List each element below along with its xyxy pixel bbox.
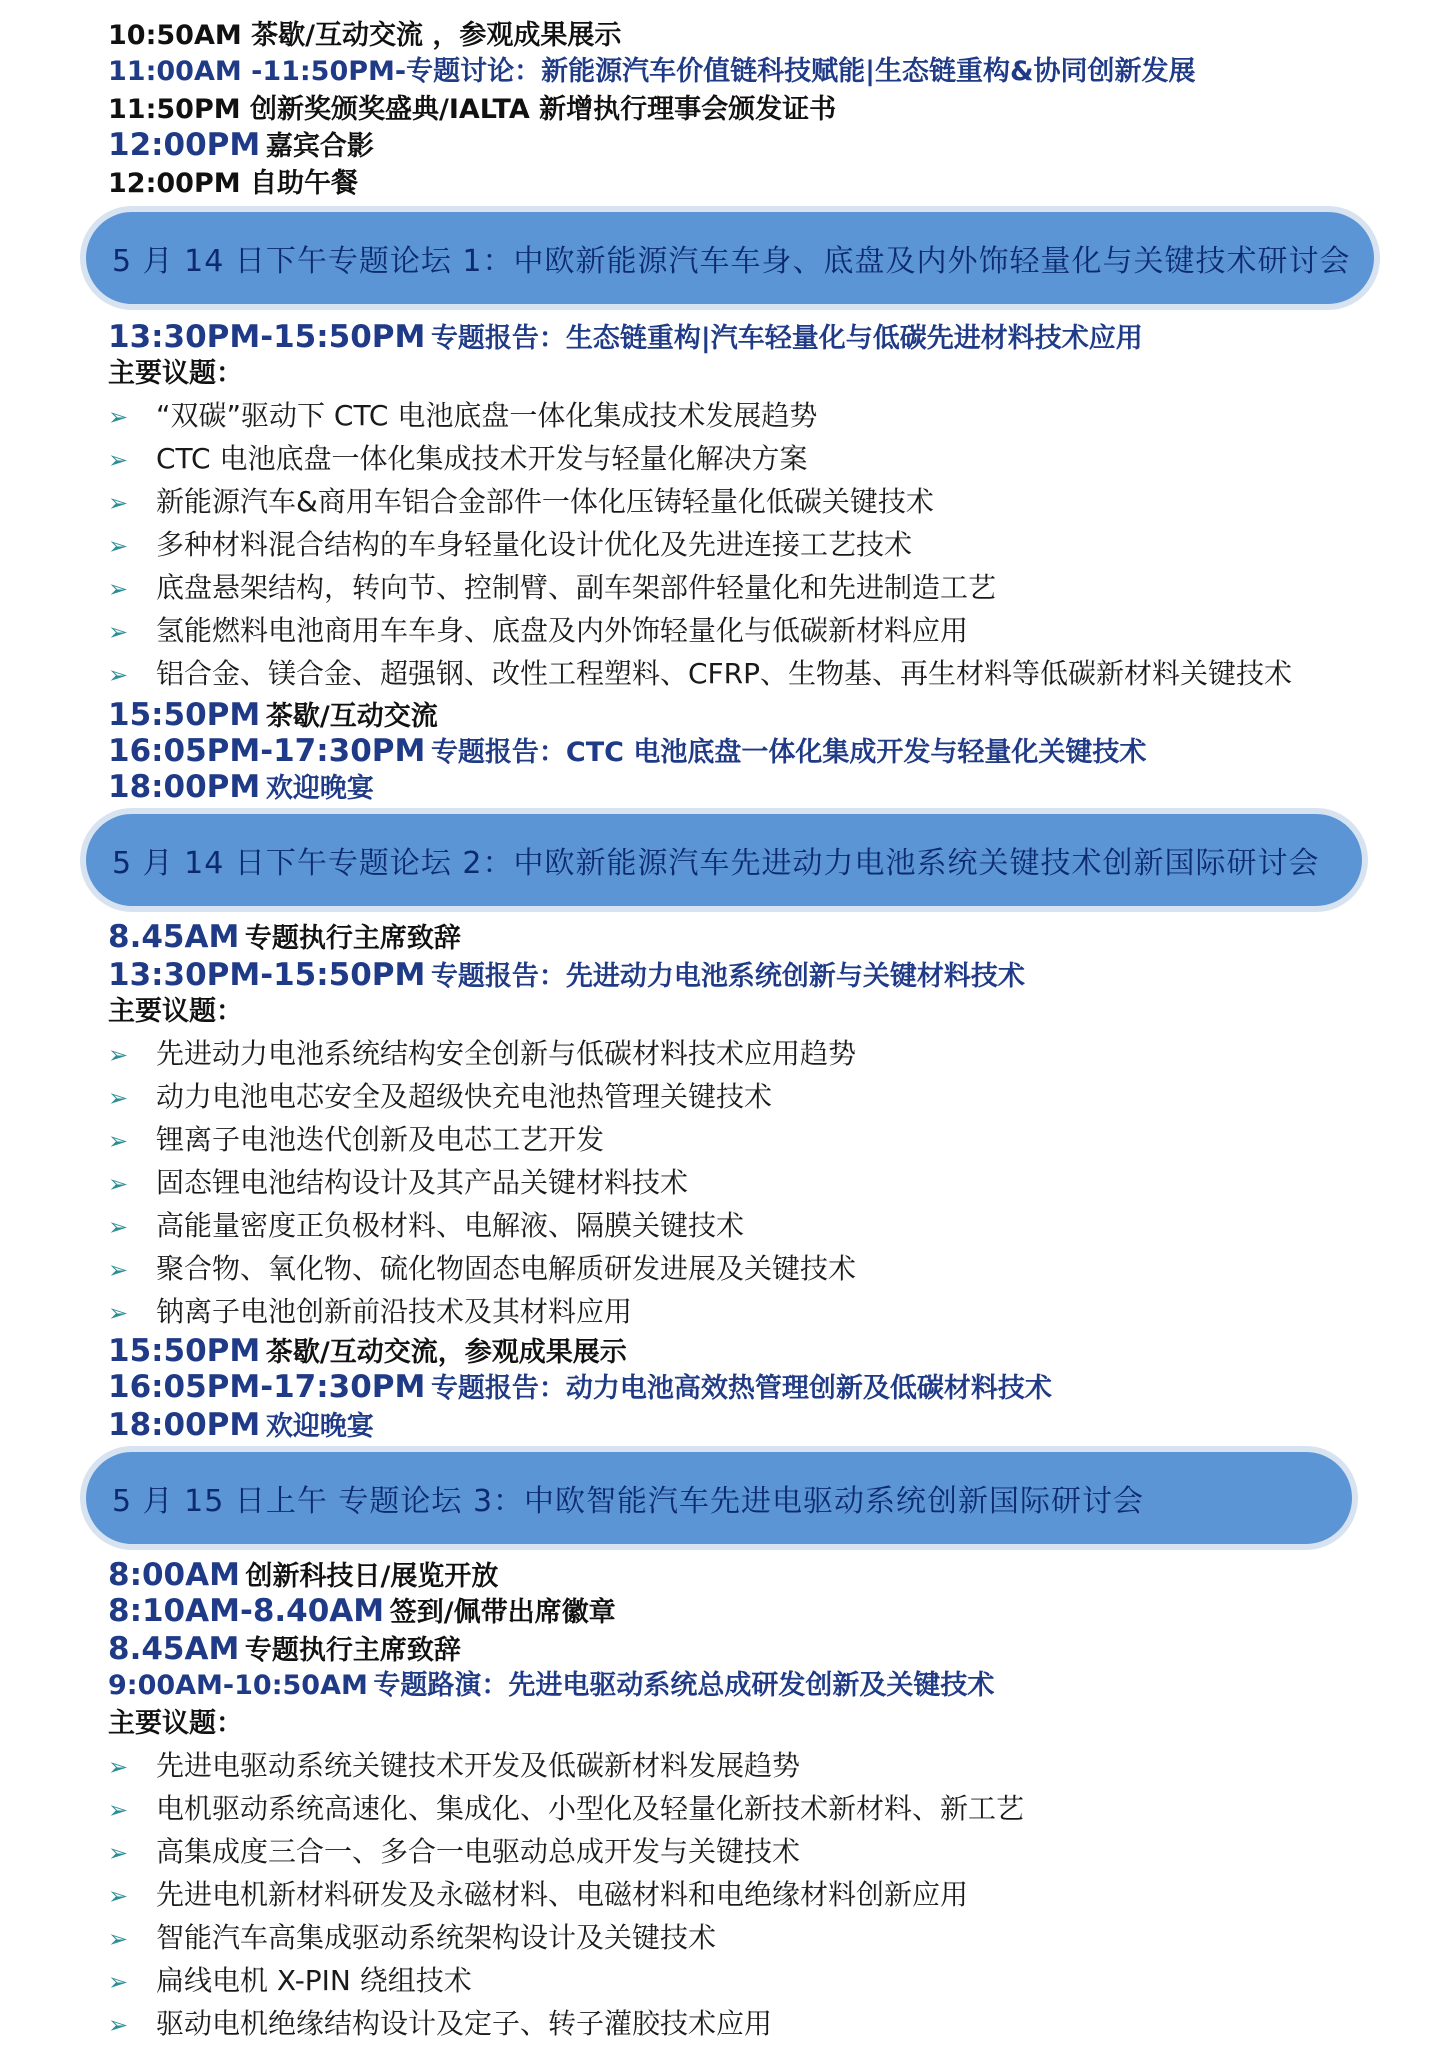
event-label: 茶歇/互动交流: [265, 701, 438, 732]
time-label: 16:05PM-17:30PM: [108, 733, 426, 769]
topic-item: [108, 1209, 745, 1242]
topic-text: 扁线电机 X-PIN 绕组技术: [156, 1964, 472, 1997]
event-label: 专题执行主席致辞: [244, 923, 461, 954]
event-label: 专题执行主席致辞: [244, 1635, 461, 1666]
time-label: 16:05PM-17:30PM: [108, 1369, 426, 1405]
arrow-bullet-icon: ➢: [108, 1839, 129, 1867]
topic-item: [108, 2007, 773, 2040]
forum3-open: [108, 1557, 499, 1593]
topic-item: [108, 1921, 717, 1954]
topic-item: [108, 1749, 801, 1782]
forum2-report2: [108, 1369, 1052, 1405]
forum1-banner: [80, 206, 1380, 310]
topic-item: [108, 1252, 857, 1285]
topic-text: 氢能燃料电池商用车车身、底盘及内外饰轻量化与低碳新材料应用: [156, 614, 969, 647]
topic-text: 聚合物、氧化物、硫化物固态电解质研发进展及关键技术: [156, 1252, 857, 1285]
arrow-bullet-icon: ➢: [108, 532, 129, 560]
time-label: 13:30PM-15:50PM: [108, 319, 426, 355]
event-label: 创新科技日/展览开放: [245, 1561, 499, 1592]
report-title: 专题报告：CTC 电池底盘一体化集成开发与轻量化关键技术: [430, 737, 1147, 768]
event-label: 茶歇/互动交流，参观成果展示: [265, 1337, 627, 1368]
arrow-bullet-icon: ➢: [108, 1882, 129, 1910]
topic-text: “双碳”驱动下 CTC 电池底盘一体化集成技术发展趋势: [156, 399, 818, 432]
topic-item: [108, 1166, 689, 1199]
topic-item: [108, 485, 934, 518]
report-title: 专题路演：先进电驱动系统总成研发创新及关键技术: [373, 1670, 995, 1701]
schedule-award-ceremony: 11:50PM 创新奖颁奖盛典/IALTA 新增执行理事会颁发证书: [108, 94, 837, 125]
topic-item: [108, 1792, 1025, 1825]
topic-item: [108, 1295, 633, 1328]
topic-text: 新能源汽车&商用车铝合金部件一体化压铸轻量化低碳关键技术: [156, 485, 934, 518]
arrow-bullet-icon: ➢: [108, 1753, 129, 1781]
forum2-dinner: [108, 1407, 374, 1443]
forum1-topics-label: 主要议题：: [108, 358, 243, 389]
time-label: 9:00AM-10:50AM: [108, 1670, 368, 1701]
schedule-lunch: 12:00PM 自助午餐: [108, 168, 359, 199]
forum1-dinner: [108, 769, 374, 805]
time-label: 13:30PM-15:50PM: [108, 957, 426, 993]
time-label: 8.45AM: [108, 1631, 240, 1667]
topic-text: 铝合金、镁合金、超强钢、改性工程塑料、CFRP、生物基、再生材料等低碳新材料关键技术: [156, 657, 1293, 690]
arrow-bullet-icon: ➢: [108, 2011, 129, 2039]
topic-text: 先进电驱动系统关键技术开发及低碳新材料发展趋势: [156, 1749, 801, 1782]
topic-text: 驱动电机绝缘结构设计及定子、转子灌胶技术应用: [156, 2007, 773, 2040]
forum3-title: 5 月 15 日上午 专题论坛 3：中欧智能汽车先进电驱动系统创新国际研讨会: [112, 1484, 1145, 1519]
forum1-report: [108, 319, 1143, 355]
forum3-banner: [80, 1446, 1358, 1550]
topic-item: [108, 614, 969, 647]
report-title: 专题报告：生态链重构|汽车轻量化与低碳先进材料技术应用: [430, 323, 1143, 354]
time-label: 8.45AM: [108, 919, 240, 955]
arrow-bullet-icon: ➢: [108, 1299, 129, 1327]
forum3-signin: [108, 1593, 616, 1629]
arrow-bullet-icon: ➢: [108, 489, 129, 517]
topic-text: 高能量密度正负极材料、电解液、隔膜关键技术: [156, 1209, 745, 1242]
forum2-title: 5 月 14 日下午专题论坛 2：中欧新能源汽车先进动力电池系统关键技术创新国际研讨会: [112, 846, 1320, 881]
forum1-report2: [108, 733, 1147, 769]
event-label: 嘉宾合影: [265, 131, 374, 162]
time-label: 18:00PM: [108, 1407, 261, 1443]
topic-item: [108, 528, 913, 561]
arrow-bullet-icon: ➢: [108, 1256, 129, 1284]
forum2-break: [108, 1333, 627, 1369]
topic-item: [108, 1964, 472, 1997]
topic-text: 底盘悬架结构，转向节、控制臂、副车架部件轻量化和先进制造工艺: [156, 571, 997, 604]
topic-item: [108, 1878, 969, 1911]
topic-text: 智能汽车高集成驱动系统架构设计及关键技术: [156, 1921, 717, 1954]
forum1-break: [108, 697, 438, 733]
time-label: 8:10AM-8.40AM: [108, 1593, 385, 1629]
forum1-title: 5 月 14 日下午专题论坛 1：中欧新能源汽车车身、底盘及内外饰轻量化与关键技术研讨会: [112, 244, 1351, 279]
topic-text: 先进动力电池系统结构安全创新与低碳材料技术应用趋势: [156, 1037, 857, 1070]
time-label: 15:50PM: [108, 697, 261, 733]
arrow-bullet-icon: ➢: [108, 575, 129, 603]
arrow-bullet-icon: ➢: [108, 1796, 129, 1824]
time-label: 8:00AM: [108, 1557, 240, 1593]
schedule-group-photo: [108, 127, 374, 163]
forum2-topics-label: 主要议题：: [108, 996, 243, 1027]
arrow-bullet-icon: ➢: [108, 1170, 129, 1198]
topic-item: [108, 1080, 773, 1113]
topic-item: [108, 442, 808, 475]
arrow-bullet-icon: ➢: [108, 446, 129, 474]
arrow-bullet-icon: ➢: [108, 403, 129, 431]
arrow-bullet-icon: ➢: [108, 618, 129, 646]
forum3-roadshow: [108, 1672, 994, 1699]
forum2-chair-speech: [108, 919, 461, 955]
schedule-tea-break: 10:50AM 茶歇/互动交流 ，参观成果展示: [108, 20, 622, 51]
topic-text: 固态锂电池结构设计及其产品关键材料技术: [156, 1166, 689, 1199]
topic-text: 锂离子电池迭代创新及电芯工艺开发: [156, 1123, 605, 1156]
topic-item: [108, 1037, 857, 1070]
forum3-topics-label: 主要议题：: [108, 1708, 243, 1739]
arrow-bullet-icon: ➢: [108, 1041, 129, 1069]
topic-text: CTC 电池底盘一体化集成技术开发与轻量化解决方案: [156, 442, 808, 475]
topic-text: 高集成度三合一、多合一电驱动总成开发与关键技术: [156, 1835, 801, 1868]
topic-text: 电机驱动系统高速化、集成化、小型化及轻量化新技术新材料、新工艺: [156, 1792, 1025, 1825]
topic-text: 钠离子电池创新前沿技术及其材料应用: [156, 1295, 633, 1328]
topic-item: [108, 1123, 605, 1156]
arrow-bullet-icon: ➢: [108, 661, 129, 689]
time-label: 15:50PM: [108, 1333, 261, 1369]
arrow-bullet-icon: ➢: [108, 1127, 129, 1155]
topic-text: 多种材料混合结构的车身轻量化设计优化及先进连接工艺技术: [156, 528, 913, 561]
forum2-report: [108, 957, 1025, 993]
topic-item: [108, 399, 818, 432]
event-label: 欢迎晚宴: [265, 773, 374, 804]
arrow-bullet-icon: ➢: [108, 1084, 129, 1112]
arrow-bullet-icon: ➢: [108, 1925, 129, 1953]
forum2-banner: [80, 808, 1368, 912]
report-title: 专题报告：先进动力电池系统创新与关键材料技术: [430, 961, 1025, 992]
forum3-chair-speech: [108, 1631, 461, 1667]
topic-text: 动力电池电芯安全及超级快充电池热管理关键技术: [156, 1080, 773, 1113]
schedule-panel-discussion: 11:00AM -11:50PM-专题讨论：新能源汽车价值链科技赋能|生态链重构&协同创新发展: [108, 56, 1196, 87]
event-label: 欢迎晚宴: [265, 1411, 374, 1442]
topic-item: [108, 657, 1293, 690]
event-label: 签到/佩带出席徽章: [389, 1597, 616, 1628]
arrow-bullet-icon: ➢: [108, 1968, 129, 1996]
topic-text: 先进电机新材料研发及永磁材料、电磁材料和电绝缘材料创新应用: [156, 1878, 969, 1911]
time-label: 12:00PM: [108, 127, 261, 163]
topic-item: [108, 1835, 801, 1868]
time-label: 18:00PM: [108, 769, 261, 805]
topic-item: [108, 571, 997, 604]
arrow-bullet-icon: ➢: [108, 1213, 129, 1241]
report-title: 专题报告：动力电池高效热管理创新及低碳材料技术: [430, 1373, 1052, 1404]
